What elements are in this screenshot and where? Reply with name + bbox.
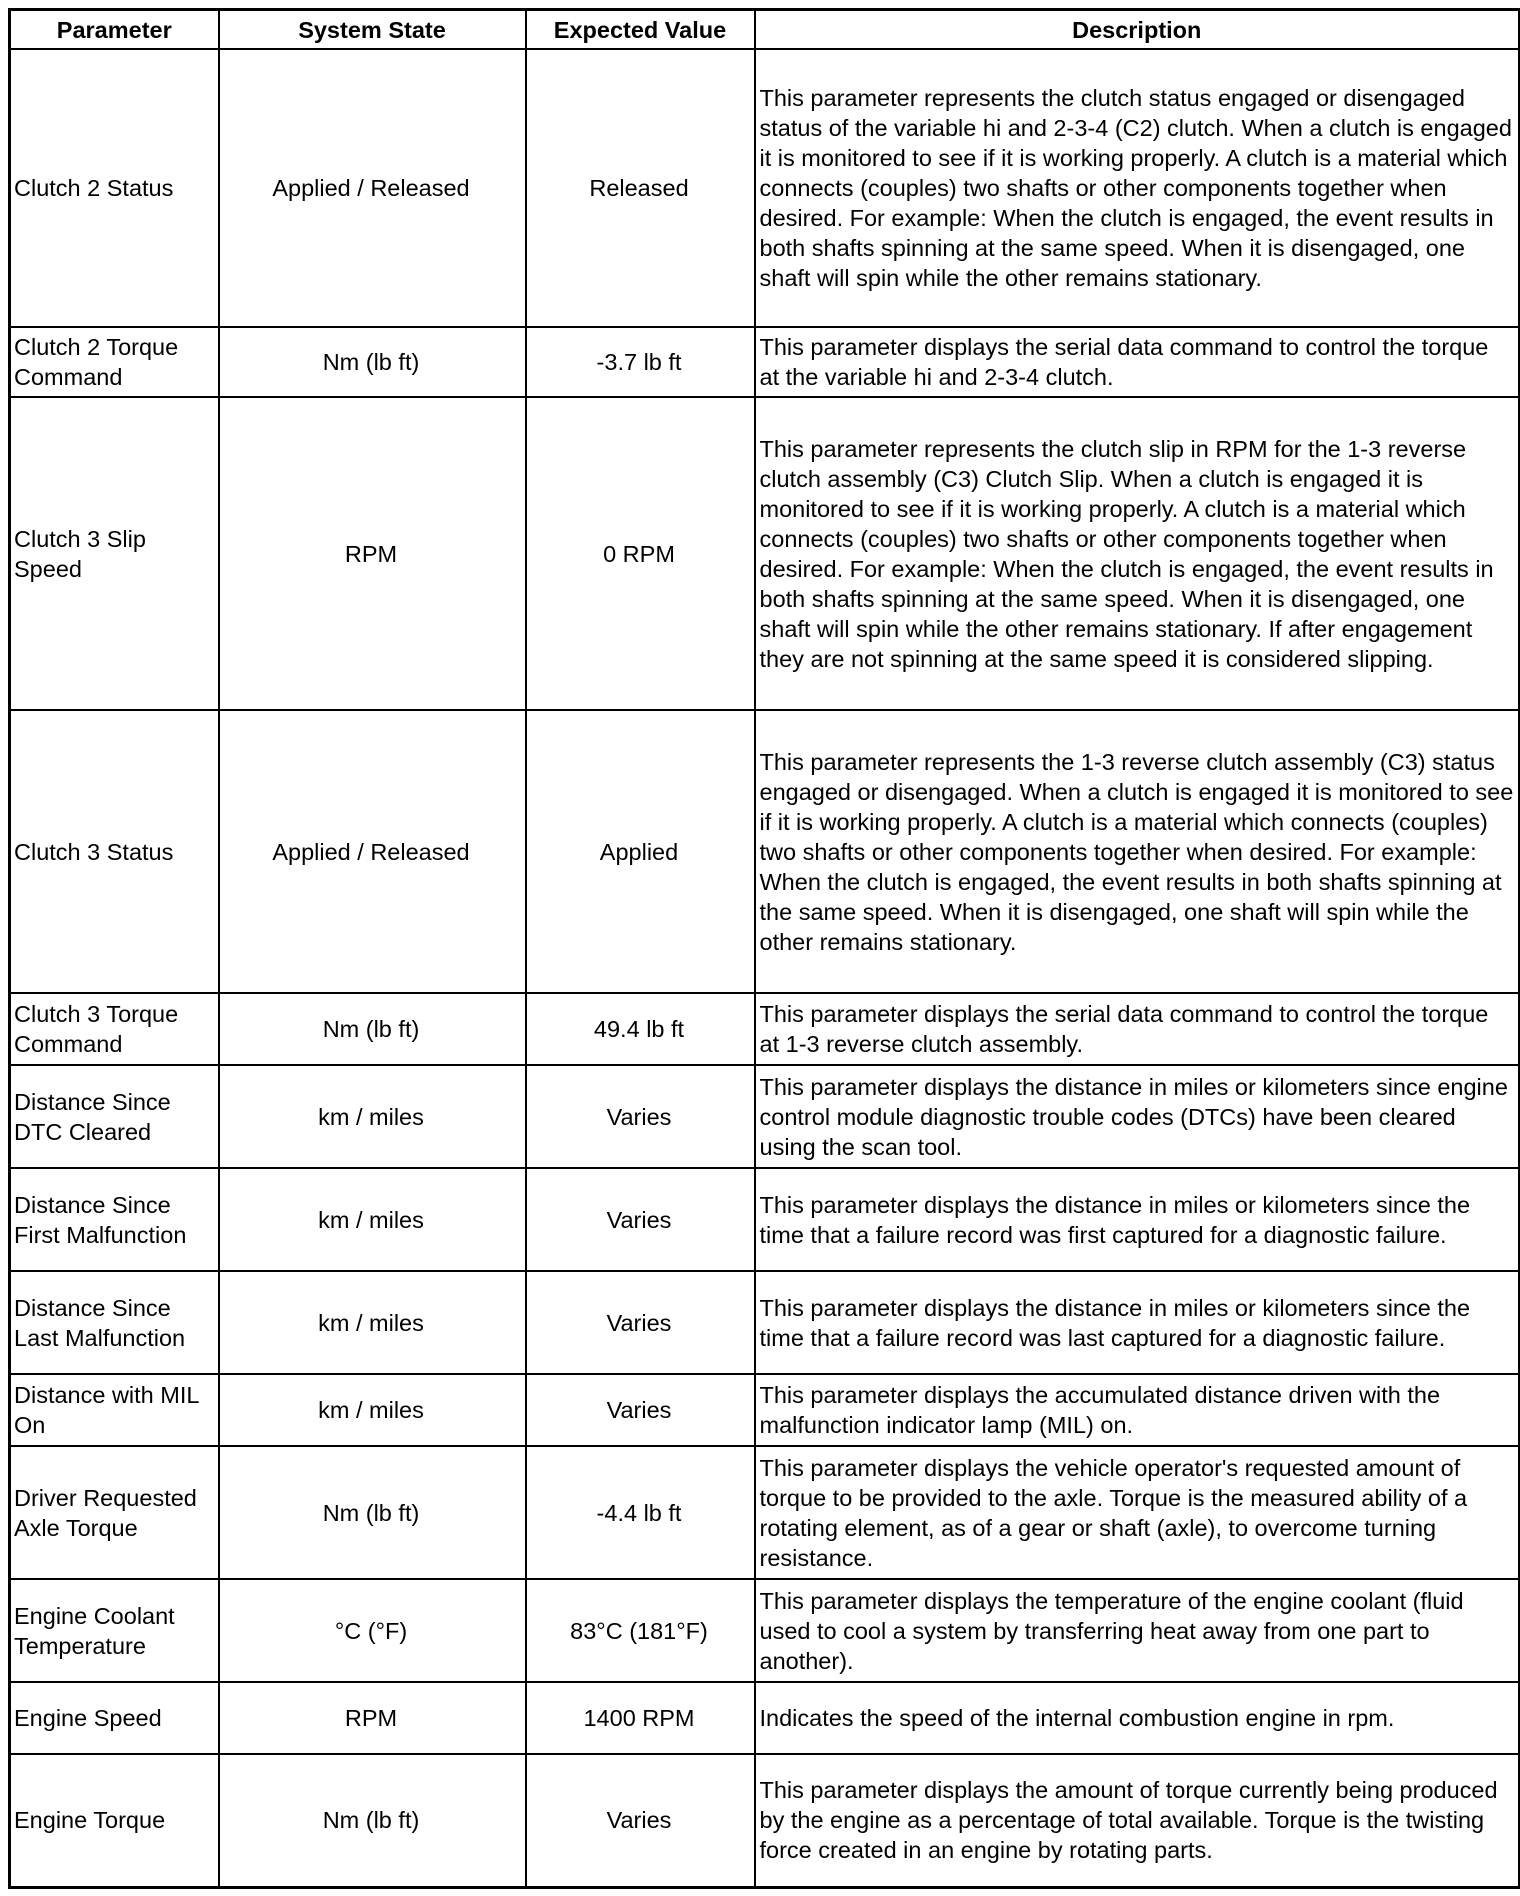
header-system-state: System State [219, 10, 526, 50]
table-row [10, 327, 1520, 397]
system-state-cell: Applied / Released [219, 49, 526, 327]
expected-value-cell: -4.4 lb ft [526, 1446, 755, 1579]
description-cell: This parameter displays the distance in miles or kilometers since engine control module diagnostic trouble codes (DTCs) have been cleared using the scan tool. [755, 1065, 1520, 1168]
parameter-cell: Clutch 3 Status [10, 710, 219, 993]
expected-value-cell: Varies [526, 1754, 755, 1887]
table-row [10, 1065, 1520, 1168]
parameter-cell: Clutch 3 Slip Speed [10, 397, 219, 710]
expected-value-cell: Released [526, 49, 755, 327]
table-row [10, 1374, 1520, 1446]
parameter-cell: Distance Since DTC Cleared [10, 1065, 219, 1168]
system-state-cell: °C (°F) [219, 1579, 526, 1682]
system-state-cell: Applied / Released [219, 710, 526, 993]
parameter-cell: Engine Coolant Temperature [10, 1579, 219, 1682]
parameter-cell: Distance with MIL On [10, 1374, 219, 1446]
parameter-table [8, 8, 1520, 1889]
parameter-cell: Engine Speed [10, 1682, 219, 1754]
parameter-cell: Clutch 2 Torque Command [10, 327, 219, 397]
expected-value-cell: 49.4 lb ft [526, 993, 755, 1065]
table-row [10, 1168, 1520, 1271]
expected-value-cell: Varies [526, 1271, 755, 1374]
table-row [10, 1446, 1520, 1579]
table-row [10, 1579, 1520, 1682]
parameter-cell: Distance Since Last Malfunction [10, 1271, 219, 1374]
description-cell: This parameter displays the vehicle operator's requested amount of torque to be provided to the axle. Torque is the measured ability of a rotating element, as of a gear or shaft (axle), to overcome turning resistance. [755, 1446, 1520, 1579]
expected-value-cell: Varies [526, 1065, 755, 1168]
table-row [10, 993, 1520, 1065]
description-cell: This parameter represents the clutch status engaged or disengaged status of the variable hi and 2-3-4 (C2) clutch. When a clutch is engaged it is monitored to see if it is working properly. A clutch is a material which connects (couples) two shafts or other components together when desired. For example: When the clutch is engaged, the event results in both shafts spinning at the same speed. When it is disengaged, one shaft will spin while the other remains stationary. [755, 49, 1520, 327]
expected-value-cell: 83°C (181°F) [526, 1579, 755, 1682]
system-state-cell: km / miles [219, 1065, 526, 1168]
header-description: Description [755, 10, 1520, 50]
expected-value-cell: Varies [526, 1168, 755, 1271]
description-cell: This parameter displays the accumulated distance driven with the malfunction indicator lamp (MIL) on. [755, 1374, 1520, 1446]
expected-value-cell: Varies [526, 1374, 755, 1446]
system-state-cell: Nm (lb ft) [219, 327, 526, 397]
system-state-cell: Nm (lb ft) [219, 1446, 526, 1579]
expected-value-cell: 0 RPM [526, 397, 755, 710]
parameter-cell: Clutch 2 Status [10, 49, 219, 327]
table-row [10, 710, 1520, 993]
system-state-cell: Nm (lb ft) [219, 993, 526, 1065]
description-cell: This parameter displays the temperature of the engine coolant (fluid used to cool a system by transferring heat away from one part to another). [755, 1579, 1520, 1682]
table-header-row [10, 10, 1520, 50]
description-cell: This parameter represents the clutch slip in RPM for the 1-3 reverse clutch assembly (C3) Clutch Slip. When a clutch is engaged it is monitored to see if it is working properly. A clutch is a material which connects (couples) two shafts or other components together when desired. For example: When the clutch is engaged, the event results in both shafts spinning at the same speed. When it is disengaged, one shaft will spin while the other remains stationary. If after engagement they are not spinning at the same speed it is considered slipping. [755, 397, 1520, 710]
table-row [10, 1754, 1520, 1887]
expected-value-cell: -3.7 lb ft [526, 327, 755, 397]
description-cell: This parameter displays the distance in miles or kilometers since the time that a failure record was first captured for a diagnostic failure. [755, 1168, 1520, 1271]
description-cell: This parameter represents the 1-3 reverse clutch assembly (C3) status engaged or disengaged. When a clutch is engaged it is monitored to see if it is working properly. A clutch is a material which connects (couples) two shafts or other components together when desired. For example: When the clutch is engaged, the event results in both shafts spinning at the same speed. When it is disengaged, one shaft will spin while the other remains stationary. [755, 710, 1520, 993]
description-cell: Indicates the speed of the internal combustion engine in rpm. [755, 1682, 1520, 1754]
system-state-cell: Nm (lb ft) [219, 1754, 526, 1887]
parameter-cell: Engine Torque [10, 1754, 219, 1887]
system-state-cell: RPM [219, 397, 526, 710]
description-cell: This parameter displays the serial data command to control the torque at the variable hi and 2-3-4 clutch. [755, 327, 1520, 397]
table-row [10, 49, 1520, 327]
description-cell: This parameter displays the distance in miles or kilometers since the time that a failure record was last captured for a diagnostic failure. [755, 1271, 1520, 1374]
system-state-cell: km / miles [219, 1168, 526, 1271]
parameter-cell: Distance Since First Malfunction [10, 1168, 219, 1271]
header-expected-value: Expected Value [526, 10, 755, 50]
parameter-cell: Clutch 3 Torque Command [10, 993, 219, 1065]
parameter-cell: Driver Requested Axle Torque [10, 1446, 219, 1579]
system-state-cell: RPM [219, 1682, 526, 1754]
header-parameter: Parameter [10, 10, 219, 50]
table-row [10, 1271, 1520, 1374]
system-state-cell: km / miles [219, 1374, 526, 1446]
table-row [10, 1682, 1520, 1754]
expected-value-cell: 1400 RPM [526, 1682, 755, 1754]
description-cell: This parameter displays the serial data command to control the torque at 1-3 reverse clutch assembly. [755, 993, 1520, 1065]
system-state-cell: km / miles [219, 1271, 526, 1374]
description-cell: This parameter displays the amount of torque currently being produced by the engine as a percentage of total available. Torque is the twisting force created in an engine by rotating parts. [755, 1754, 1520, 1887]
table-row [10, 397, 1520, 710]
expected-value-cell: Applied [526, 710, 755, 993]
